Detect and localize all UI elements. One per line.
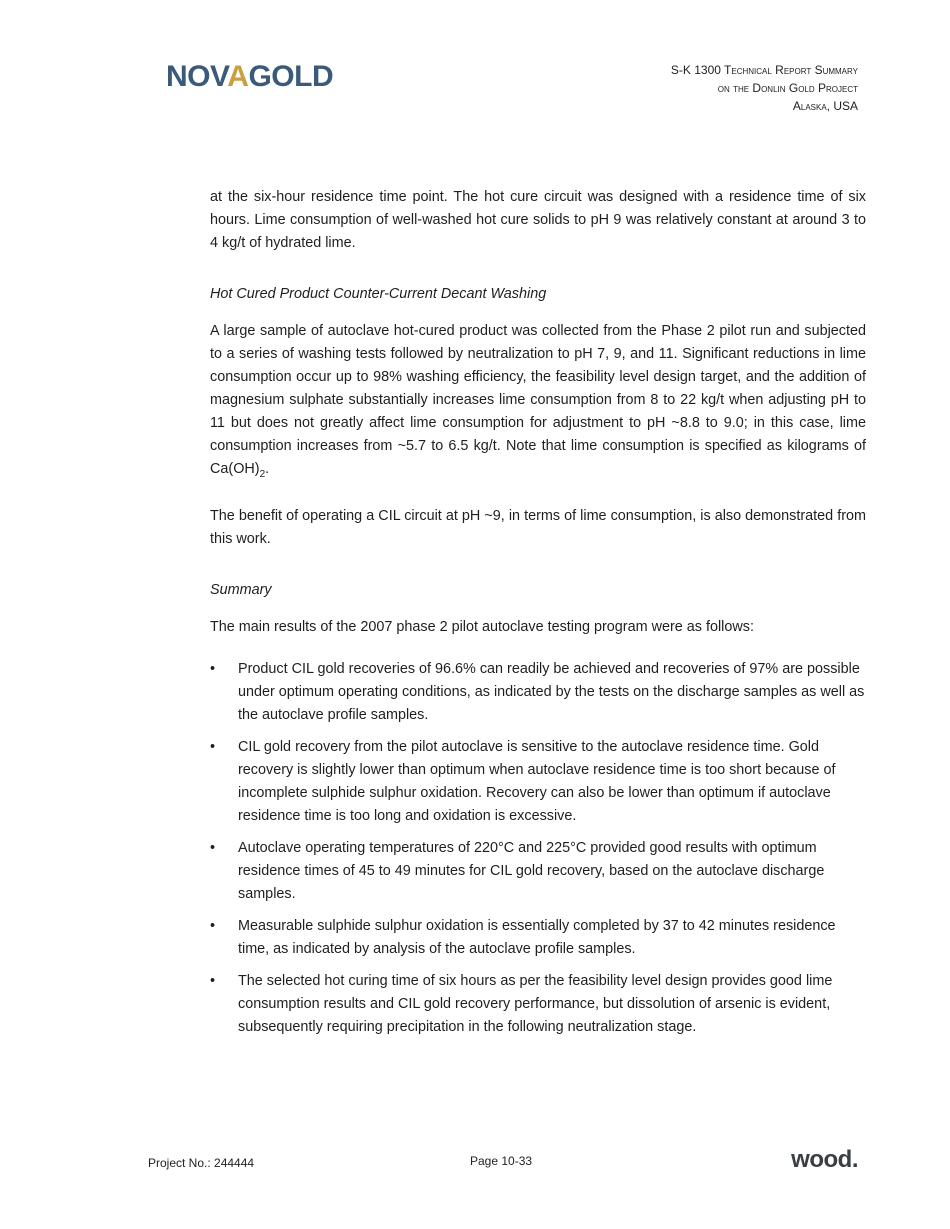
page-body [210, 186, 866, 1048]
paragraph-main-results-intro: The main results of the 2007 phase 2 pilot autoclave testing program were as follows: [210, 618, 754, 635]
bullet-icon: • [210, 660, 216, 677]
report-title-line-1: S-K 1300 Technical Report Summary [670, 63, 858, 77]
bullet-icon: • [210, 738, 216, 755]
page-number: Page 10-33 [470, 1154, 533, 1168]
list-item: • Product CIL gold recoveries of 96.6% can readily be achieved and recoveries of 97% are possible under optimum operating conditions, as indicated by the tests on the discharge samples as well as the autoclave profile samples. [210, 658, 866, 727]
list-item: • The selected hot curing time of six hours as per the feasibility level design provides good lime consumption results and CIL gold recovery performance, but dissolution of arsenic is evident, subsequently requiring precipitation in the following neutralization stage. [210, 970, 866, 1039]
subscript-2: 2 [259, 468, 266, 480]
bullet-icon: • [210, 972, 216, 989]
report-title-line-2: on the Donlin Gold Project [717, 81, 858, 95]
paragraph-residence-time: at the six-hour residence time point. The hot cure circuit was designed with a residence time of six hours. Lime consumption of well-washed hot cure solids to pH 9 was relatively constant at around 3 to 4 kg/t of hydrated lime. [210, 189, 866, 251]
wood-logo: wood. [791, 1146, 858, 1173]
list-item: • CIL gold recovery from the pilot autoclave is sensitive to the autoclave residence time. Gold recovery is slightly lower than optimum when autoclave residence time is too short because of incomplete sulphide sulphur oxidation. Recovery can also be lower than optimum if autoclave residence time is too long and oxidation is excessive. [210, 736, 866, 828]
section-heading-ccd-washing: Hot Cured Product Counter-Current Decant Washing [210, 286, 547, 302]
paragraph-washing-tests: A large sample of autoclave hot-cured product was collected from the Phase 2 pilot run and subjected to a series of washing tests followed by neutralization to pH 7, 9, and 11. Significant reductions in lime consumption occur up to 98% washing efficiency, the feasibility level design target, and the addition of magnesium sulphate substantially increases lime consumption from 8 to 22 kg/t when adjusting pH to 11 but does not greatly affect lime consumption for adjustment to pH ~8.8 to 9.0; in this case, lime consumption increases from ~5.7 to 6.5 kg/t. Note that lime consumption is specified as kilograms of $Ca(OH)_2$. [210, 323, 866, 480]
novagold-logo: NOVAGOLD [166, 60, 334, 93]
section-heading-summary: Summary [210, 581, 272, 598]
report-title-block [671, 61, 858, 115]
bullet-icon: • [210, 917, 216, 934]
bullet-icon: • [210, 839, 216, 856]
list-item: • Autoclave operating temperatures of 220°C and 225°C provided good results with optimum residence times of 45 to 49 minutes for CIL gold recovery, based on the autoclave discharge samples. [210, 837, 866, 906]
logo-triangle-mark: A [227, 60, 249, 93]
report-title-line-3: Alaska, USA [792, 99, 858, 113]
results-bullet-list [210, 658, 866, 1039]
list-item: • Measurable sulphide sulphur oxidation is essentially completed by 37 to 42 minutes residence time, as indicated by analysis of the autoclave profile samples. [210, 915, 866, 961]
project-number: Project No.: 244444 [148, 1156, 255, 1170]
paragraph-cil-benefit: The benefit of operating a CIL circuit at pH ~9, in terms of lime consumption, is also demonstrated from this work. [210, 507, 866, 547]
